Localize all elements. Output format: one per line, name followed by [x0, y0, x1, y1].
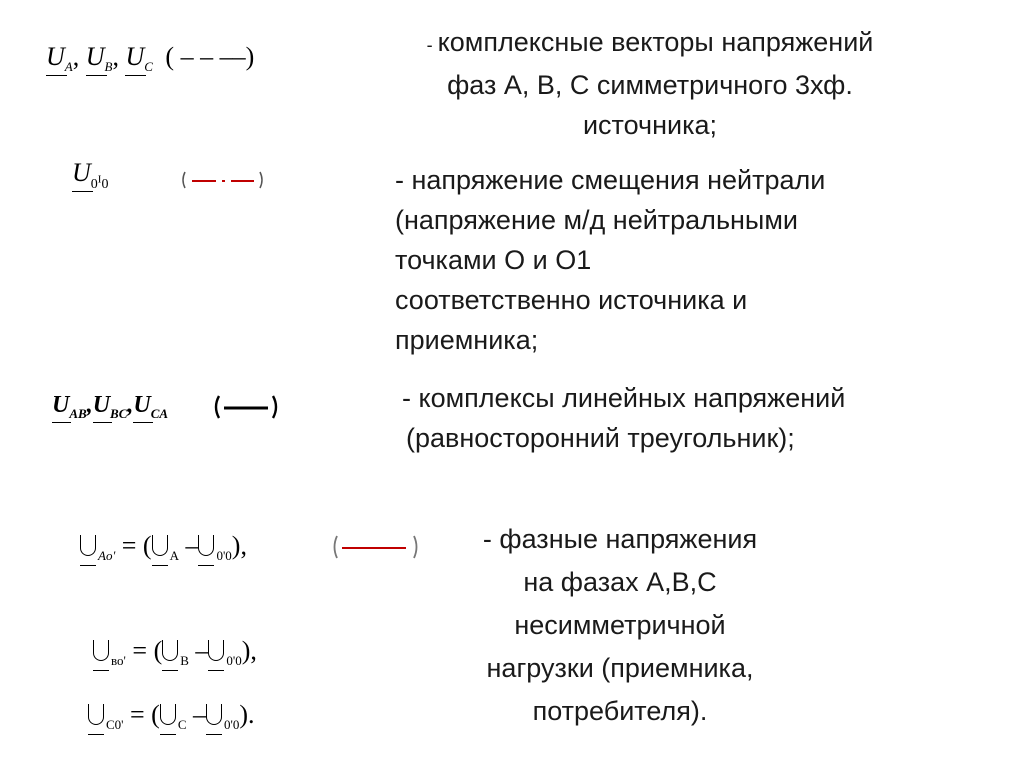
subscript-bc: BC — [110, 406, 128, 421]
symbol-u-c: U — [125, 42, 145, 71]
description-line: соответственно источника и — [395, 285, 748, 315]
subscript-a: A — [169, 548, 179, 563]
description-line: (напряжение м/д нейтральными — [395, 205, 798, 235]
description-line: точками О и О1 — [395, 245, 592, 275]
comma-1: , — [72, 42, 80, 71]
symbol-u-00 — [206, 702, 224, 728]
minus-sign: – — [195, 636, 209, 665]
symbol-u-00 — [198, 533, 216, 559]
description-line: - комплексные векторы напряжений — [426, 27, 874, 57]
symbol-u-bo — [93, 638, 111, 664]
subscript-bo: во' — [111, 653, 126, 668]
symbol-u-00 — [208, 638, 226, 664]
symbol-u-ao — [80, 533, 98, 559]
line-style-legend-dashed: ( – – ––) — [165, 42, 255, 71]
symbol-u-b: U — [85, 42, 105, 71]
subscript-00: 0'0 — [226, 653, 242, 668]
dash-dot-legend-icon — [180, 168, 266, 192]
red-line-legend-icon — [330, 530, 422, 564]
symbol-u-ca: U — [133, 392, 151, 418]
description-line: фаз А, В, С симметричного 3хф. — [447, 70, 853, 100]
formula-neutral-shift — [72, 158, 109, 192]
description-neutral-shift — [395, 160, 955, 360]
subscript-ab: AB — [69, 406, 87, 421]
subscript-ao: Ao' — [98, 548, 116, 563]
description-line: - напряжение смещения нейтрали — [395, 165, 826, 195]
symbol-u-a: U — [46, 42, 65, 71]
equals-paren: = ( — [132, 636, 163, 665]
close-paren: ), — [231, 531, 247, 560]
subscript-b: В — [180, 653, 189, 668]
formula-phase-vectors — [46, 42, 255, 74]
description-phase-vectors — [370, 22, 930, 145]
description-line: на фазах А,В,С — [523, 567, 717, 597]
description-phase-voltages — [420, 518, 820, 733]
comma-2: , — [112, 42, 119, 71]
symbol-u-b — [162, 638, 180, 664]
neutral-subscript: 0I0 — [90, 173, 109, 192]
formula-phase-voltage-b — [93, 636, 257, 668]
description-line: несимметричной — [514, 610, 726, 640]
subscript-00: 0'0 — [224, 717, 240, 732]
formula-phase-voltage-a — [80, 531, 247, 563]
subscript-c: C — [177, 717, 187, 732]
formula-phase-voltage-c — [88, 700, 255, 732]
equals-paren: = ( — [130, 700, 160, 729]
equals-paren: = ( — [121, 531, 152, 560]
line-style-legend-red — [330, 530, 422, 569]
subscript-b: B — [104, 59, 113, 74]
subscript-co: C0' — [106, 717, 124, 732]
description-line: (равносторонний треугольник); — [406, 423, 795, 453]
subscript-a: A — [64, 59, 73, 74]
description-line: - фазные напряжения — [482, 524, 758, 554]
minus-sign: – — [193, 700, 207, 729]
symbol-u-neutral: U — [72, 158, 91, 187]
comma-2: , — [127, 392, 134, 418]
subscript-00: 0'0 — [216, 548, 232, 563]
formula-line-voltages — [52, 392, 169, 421]
comma-1: , — [86, 392, 93, 418]
description-line: источника; — [582, 110, 718, 140]
symbol-u-co — [88, 702, 106, 728]
subscript-c: C — [144, 59, 153, 74]
description-line-voltages — [402, 378, 962, 458]
subscript-ca: CA — [150, 406, 169, 421]
minus-sign: – — [185, 531, 199, 560]
close-paren: ). — [239, 700, 255, 729]
symbol-u-c — [160, 702, 178, 728]
solid-line-legend-icon — [212, 392, 282, 422]
description-line: - комплексы линейных напряжений — [402, 383, 846, 413]
description-line: приемника; — [395, 325, 539, 355]
close-paren: ), — [241, 636, 257, 665]
line-style-legend-dash-dot — [180, 168, 266, 197]
description-line: потребителя). — [532, 696, 708, 726]
description-line: нагрузки (приемника, — [486, 653, 754, 683]
symbol-u-ab: U — [52, 392, 70, 418]
symbol-u-bc: U — [92, 392, 111, 418]
line-style-legend-solid — [212, 392, 282, 427]
symbol-u-a — [152, 533, 170, 559]
